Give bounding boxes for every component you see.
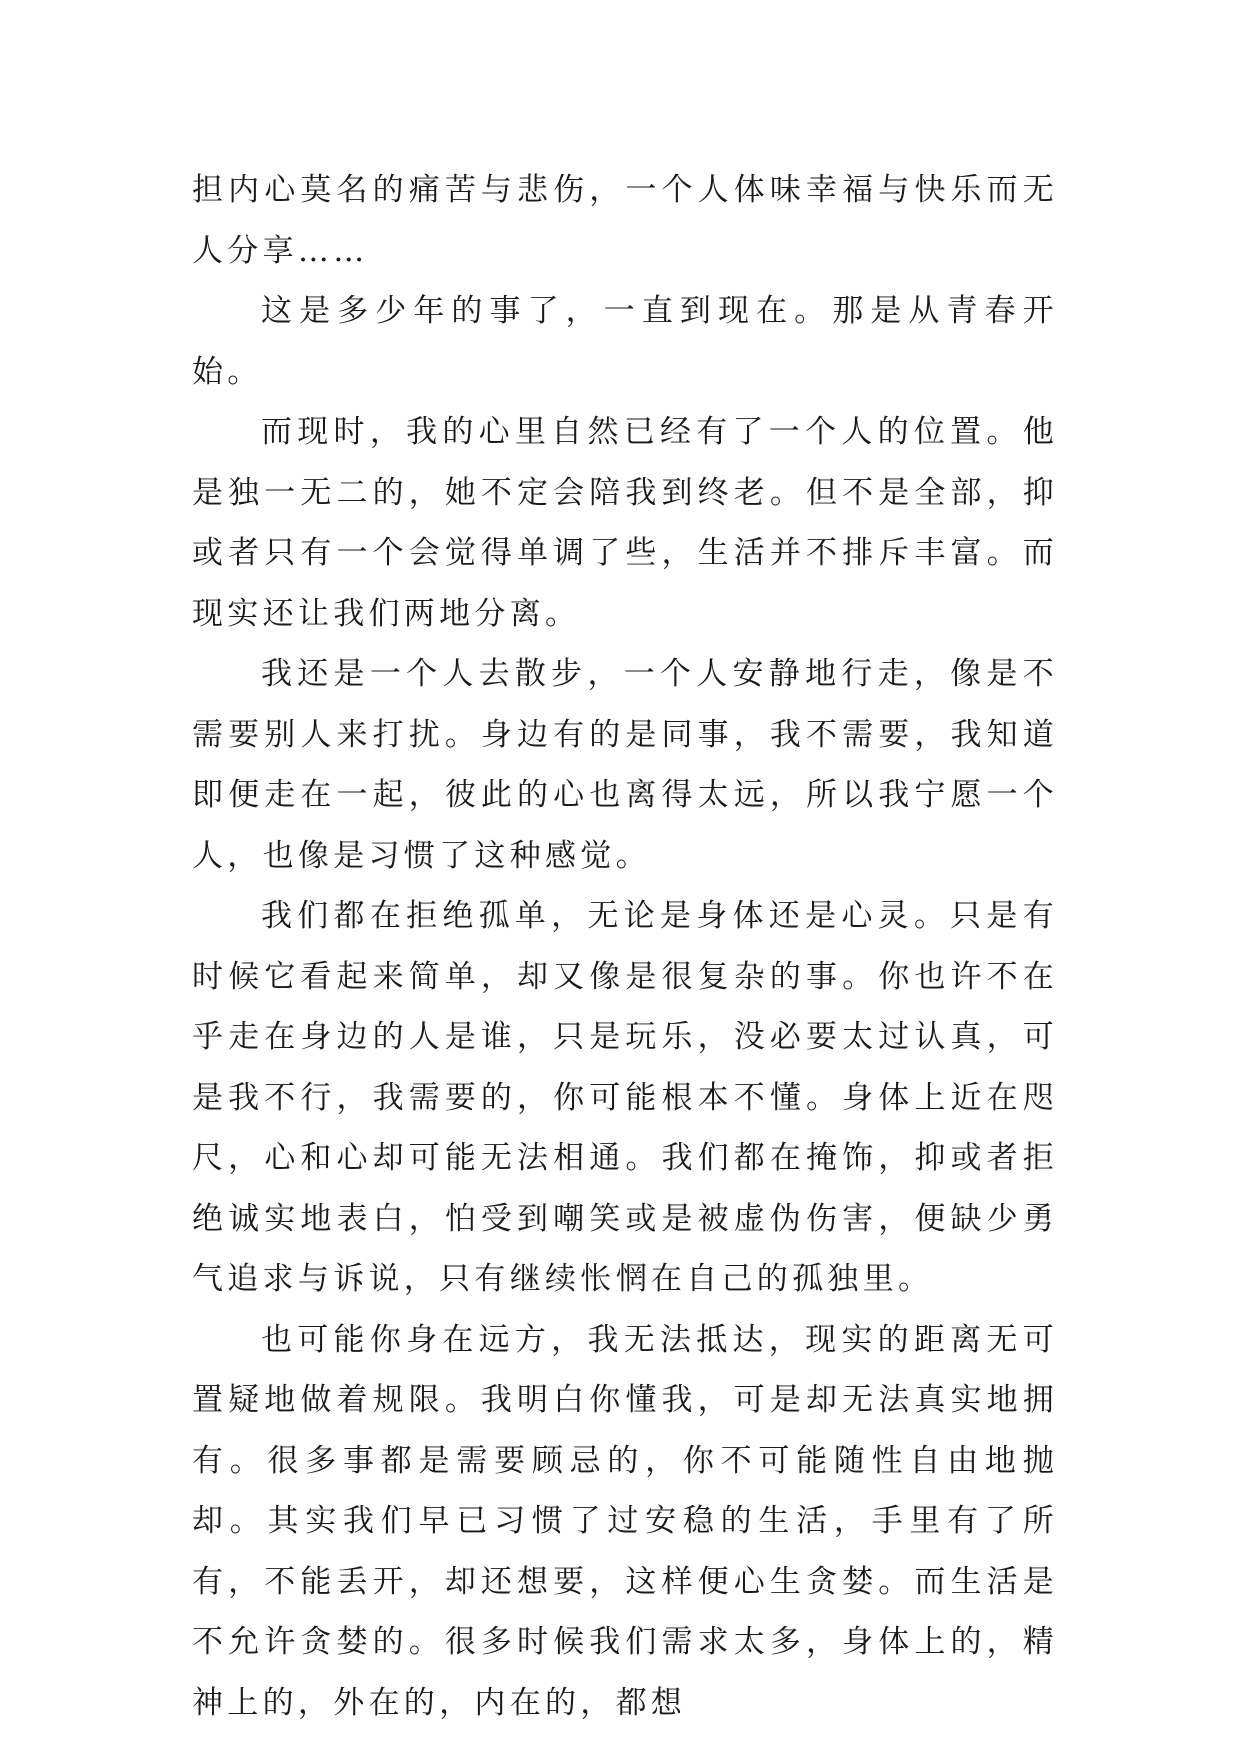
paragraph-1: 担内心莫名的痛苦与悲伤，一个人体味幸福与快乐而无人分享…… bbox=[192, 172, 1058, 269]
paragraph-4: 我还是一个人去散步，一个人安静地行走，像是不需要别人来打扰。身边有的是同事，我不需要，我知道即便走在一起，彼此的心也离得太远，所以我宁愿一个人，也像是习惯了这种感觉。 bbox=[192, 656, 1058, 874]
paragraph-2: 这是多少年的事了，一直到现在。那是从青春开始。 bbox=[192, 293, 1058, 390]
paragraph-3: 而现时，我的心里自然已经有了一个人的位置。他是独一无二的，她不定会陪我到终老。但不是全部，抑或者只有一个会觉得单调了些，生活并不排斥丰富。而现实还让我们两地分离。 bbox=[192, 414, 1058, 632]
paragraph-6: 也可能你身在远方，我无法抵达，现实的距离无可置疑地做着规限。我明白你懂我，可是却无法真实地拥有。很多事都是需要顾忌的，你不可能随性自由地抛却。其实我们早已习惯了过安稳的生活，手里有了所有，不能丢开，却还想要，这样便心生贪婪。而生活是不允许贪婪的。很多时候我们需求太多，身体上的，精神上的，外在的，内在的，都想 bbox=[192, 1321, 1058, 1721]
body-text bbox=[192, 160, 1058, 1733]
paragraph-5: 我们都在拒绝孤单，无论是身体还是心灵。只是有时候它看起来简单，却又像是很复杂的事。你也许不在乎走在身边的人是谁，只是玩乐，没必要太过认真，可是我不行，我需要的，你可能根本不懂。身体上近在咫尺，心和心却可能无法相通。我们都在掩饰，抑或者拒绝诚实地表白，怕受到嘲笑或是被虚伪伤害，便缺少勇气追求与诉说，只有继续怅惘在自己的孤独里。 bbox=[192, 898, 1058, 1297]
